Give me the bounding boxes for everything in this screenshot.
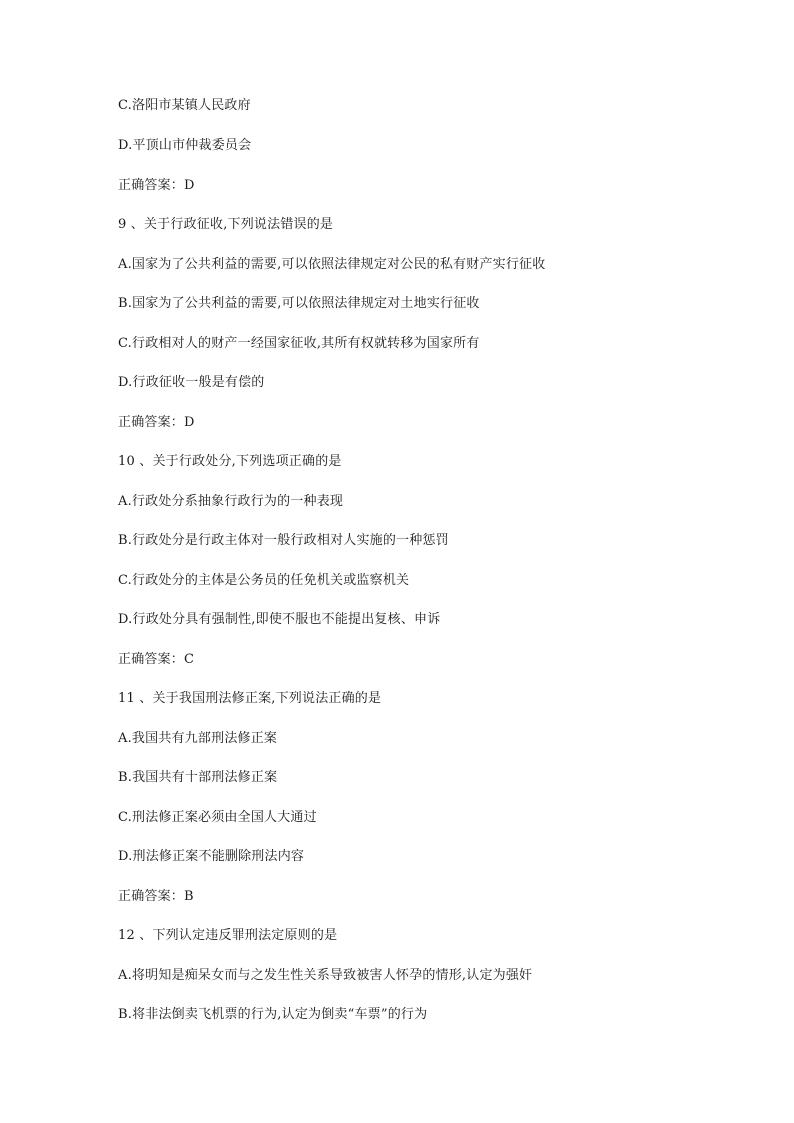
q9-option-d: D.行政征收一般是有偿的 <box>118 375 265 390</box>
q10-answer: 正确答案：C <box>118 652 195 667</box>
q12-option-b: B.将非法倒卖飞机票的行为,认定为倒卖“车票”的行为 <box>118 1007 428 1022</box>
q11-option-b: B.我国共有十部刑法修正案 <box>118 770 278 785</box>
q8-option-c: C.洛阳市某镇人民政府 <box>118 98 251 113</box>
q8-option-d: D.平顶山市仲裁委员会 <box>118 138 252 153</box>
q10-option-d: D.行政处分具有强制性,即使不服也不能提出复核、申诉 <box>118 612 441 627</box>
q10-option-a: A.行政处分系抽象行政行为的一种表现 <box>118 494 344 509</box>
q12-question: 12 、下列认定违反罪刑法定原则的是 <box>118 928 338 943</box>
q11-option-d: D.刑法修正案不能删除刑法内容 <box>118 849 305 864</box>
q10-question: 10 、关于行政处分,下列选项正确的是 <box>118 454 342 469</box>
q10-option-c: C.行政处分的主体是公务员的任免机关或监察机关 <box>118 573 410 588</box>
q9-question: 9 、关于行政征收,下列说法错误的是 <box>118 217 334 232</box>
q8-answer: 正确答案：D <box>118 178 195 193</box>
q11-option-c: C.刑法修正案必须由全国人大通过 <box>118 810 317 825</box>
q9-answer: 正确答案：D <box>118 415 195 430</box>
q11-option-a: A.我国共有九部刑法修正案 <box>118 731 278 746</box>
q11-question: 11 、关于我国刑法修正案,下列说法正确的是 <box>118 691 382 706</box>
q11-answer: 正确答案：B <box>118 889 194 904</box>
q9-option-c: C.行政相对人的财产一经国家征收,其所有权就转移为国家所有 <box>118 336 480 351</box>
q10-option-b: B.行政处分是行政主体对一般行政相对人实施的一种惩罚 <box>118 533 449 548</box>
q12-option-a: A.将明知是痴呆女而与之发生性关系导致被害人怀孕的情形,认定为强奸 <box>118 968 533 983</box>
q9-option-a: A.国家为了公共利益的需要,可以依照法律规定对公民的私有财产实行征收 <box>118 257 546 272</box>
q9-option-b: B.国家为了公共利益的需要,可以依照法律规定对土地实行征收 <box>118 296 480 311</box>
